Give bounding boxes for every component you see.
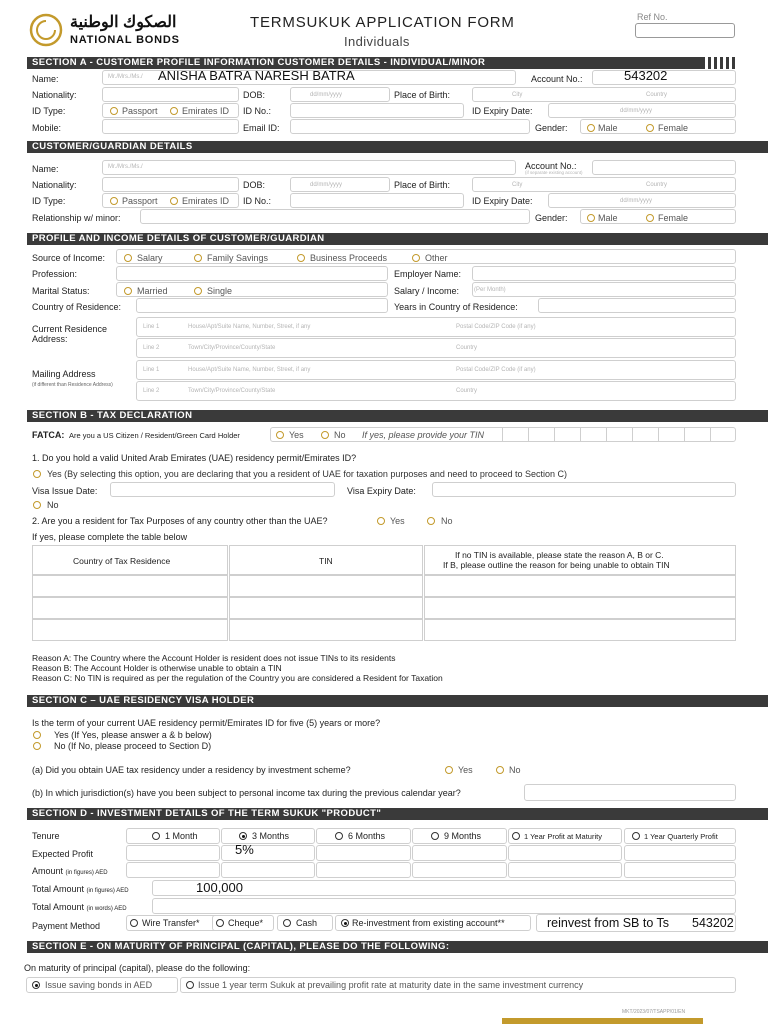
sec-c-qa-no-label: No [509,765,521,775]
dob-label: DOB: [243,90,266,100]
id-no-label: ID No.: [243,106,272,116]
total-words-label-text: Total Amount [32,902,85,912]
country-residence-label: Country of Residence: [32,302,122,312]
current-line1-tag: Line 1 [143,324,160,330]
amount-cell-3[interactable] [316,862,411,878]
reason-b: Reason B: The Account Holder is otherwise unable to obtain a TIN [32,663,282,673]
expected-profit-cell-1[interactable] [126,845,220,861]
salary-field[interactable] [472,282,736,297]
sec-e-opt2-radio[interactable] [186,981,194,989]
tenure-1month-label: 1 Month [165,831,198,841]
sec-e-opt1-label: Issue saving bonds in AED [45,980,153,990]
sec-c-qa: (a) Did you obtain UAE tax residency under a residency by investment scheme? [32,765,351,775]
employer-field[interactable] [472,266,736,281]
id-type-label: ID Type: [32,106,66,116]
tax-row-1-reason[interactable] [424,575,736,597]
email-field[interactable] [290,119,530,134]
section-a-header: SECTION A - CUSTOMER PROFILE INFORMATION CUSTOMER DETAILS - INDIVIDUAL/MINOR [27,57,733,69]
guardian-emirates-id-radio[interactable] [170,197,178,205]
amount-cell-5[interactable] [508,862,622,878]
expected-profit-cell-5[interactable] [508,845,622,861]
guardian-expiry-placeholder: dd/mm/yyyy [620,198,653,204]
guardian-gender-label: Gender: [535,213,568,223]
visa-expiry-label: Visa Expiry Date: [347,486,416,496]
guardian-name-placeholder: Mr./Mrs./Ms./ [108,164,143,170]
reason-a: Reason A: The Country where the Account Holder is resident does not issue TINs to its residents [32,653,396,663]
ref-no-field[interactable] [635,23,735,38]
reinvest-value: reinvest from SB to Ts [547,916,670,930]
sec-c-qa-no-radio[interactable] [496,766,504,774]
current-address-label: Current Residence Address: [32,324,108,344]
sec-c-qb: (b) In which jurisdiction(s) have you been subject to personal income tax during the previous calendar year? [32,788,461,798]
section-a-stripes [702,57,738,69]
sec-c-no-text: No (If No, please proceed to Section D) [54,741,212,751]
employer-label: Employer Name: [394,269,462,279]
name-placeholder: Mr./Mrs./Ms./ [108,74,143,80]
tax-row-2-tin[interactable] [229,597,423,619]
sec-e-intro: On maturity of principal (capital), please do the following: [24,963,251,973]
account-value: 543202 [624,68,668,83]
total-figures-label [32,884,129,894]
id-expiry-label: ID Expiry Date: [472,106,533,116]
expected-profit-cell-3[interactable] [316,845,411,861]
salary-label: Salary / Income: [394,286,460,296]
q2-yes-radio[interactable] [377,517,385,525]
guardian-male-radio[interactable] [587,214,595,222]
guardian-nationality-field[interactable] [102,177,239,192]
guardian-account-note: (if separate existing account) [525,170,583,175]
sec-c-question: Is the term of your current UAE residency permit/Emirates ID for five (5) years or more? [32,718,381,728]
current-line2-tag: Line 2 [143,345,160,351]
guardian-female-label: Female [658,213,689,223]
payment-cheque-label: Cheque* [228,918,264,928]
name-value: ANISHA BATRA NARESH BATRA [158,68,355,83]
years-residence-label: Years in Country of Residence: [394,302,518,312]
tax-col-reason-line1: If no TIN is available, please state the reason A, B or C. [455,550,664,560]
account-label: Account No.: [531,74,583,84]
tenure-3months-radio[interactable] [239,832,247,840]
source-business-label: Business Proceeds [310,253,388,263]
female-label: Female [658,123,689,133]
guardian-emirates-id-label: Emirates ID [182,196,230,206]
q2-text: 2. Are you a resident for Tax Purposes of any country other than the UAE? [32,516,328,526]
fatca-yes-radio[interactable] [276,431,284,439]
tenure-9months-label: 9 Months [444,831,482,841]
payment-reinvest-label: Re-investment from existing account** [352,918,505,928]
mailing-country-placeholder: Country [456,388,478,394]
total-words-label [32,902,127,912]
tax-col-reason-line2: If B, please outline the reason for being unable to obtain TIN [443,560,670,570]
male-radio[interactable] [587,124,595,132]
sec-c-qb-field[interactable] [524,784,736,801]
guardian-birth-label: Place of Birth: [394,180,451,190]
amount-cell-1[interactable] [126,862,220,878]
visa-issue-label: Visa Issue Date: [32,486,98,496]
married-label: Married [137,286,168,296]
mailing-line2-placeholder: Town/City/Province/County/State [188,388,276,394]
tenure-6months-radio[interactable] [335,832,343,840]
fatca-no-label: No [334,430,346,440]
mobile-field[interactable] [102,119,239,134]
source-other-label: Other [425,253,448,263]
sec-c-qa-yes-label: Yes [458,765,473,775]
expected-profit-cell-6[interactable] [624,845,736,861]
payment-cheque-radio[interactable] [216,919,224,927]
tenure-3months-label: 3 Months [252,831,290,841]
guardian-header: CUSTOMER/GUARDIAN DETAILS [27,141,768,153]
form-subtitle: Individuals [344,34,410,49]
visa-expiry-field[interactable] [432,482,736,497]
birth-country-placeholder: Country [646,92,668,98]
tenure-1year-quarterly-label: 1 Year Quarterly Profit [644,832,718,841]
visa-issue-field[interactable] [110,482,335,497]
single-radio[interactable] [194,287,202,295]
guardian-id-type-label: ID Type: [32,196,66,206]
source-family-savings-radio[interactable] [194,254,202,262]
q2-yes-label: Yes [390,516,405,526]
fatca-question: Are you a US Citizen / Resident/Green Card Holder [69,431,240,440]
id-expiry-placeholder: dd/mm/yyyy [620,108,653,114]
tax-col-tin: TIN [319,556,333,566]
tax-row-1-country[interactable] [32,575,228,597]
source-family-savings-label: Family Savings [207,253,269,263]
source-business-radio[interactable] [297,254,305,262]
guardian-passport-radio[interactable] [110,197,118,205]
passport-label: Passport [122,106,158,116]
source-salary-radio[interactable] [124,254,132,262]
section-b-header: SECTION B - TAX DECLARATION [27,410,768,422]
payment-wire-label: Wire Transfer* [142,918,200,928]
fatca-yes-label: Yes [289,430,304,440]
male-label: Male [598,123,618,133]
q1-no-label: No [47,500,59,510]
tenure-1year-maturity-radio[interactable] [512,832,520,840]
birth-label: Place of Birth: [394,90,451,100]
guardian-dob-label: DOB: [243,180,266,190]
relationship-label: Relationship w/ minor: [32,213,121,223]
sec-c-no-radio[interactable] [33,742,41,750]
guardian-name-field[interactable] [102,160,516,175]
name-label: Name: [32,74,59,84]
tax-row-3-tin[interactable] [229,619,423,641]
reason-c: Reason C: No TIN is required as per the regulation of the Country you are considered a Resident for Taxation [32,673,443,683]
id-no-field[interactable] [290,103,464,118]
mailing-line2-tag: Line 2 [143,388,160,394]
passport-radio[interactable] [110,107,118,115]
guardian-dob-placeholder: dd/mm/yyyy [310,182,343,188]
national-bonds-logo [28,12,188,48]
tenure-1month-radio[interactable] [152,832,160,840]
total-figures-note: (in figures) AED [86,888,129,894]
source-salary-label: Salary [137,253,163,263]
tax-row-2-country[interactable] [32,597,228,619]
tax-col-country: Country of Tax Residence [73,556,171,566]
sec-c-qa-yes-radio[interactable] [445,766,453,774]
expected-profit-cell-4[interactable] [412,845,507,861]
salary-note: (Per Month) [474,287,506,293]
q1-no-radio[interactable] [33,501,41,509]
payment-cash-label: Cash [296,918,318,928]
logo-emblem-icon [28,12,64,48]
country-residence-field[interactable] [136,298,388,313]
payment-reinvest-radio[interactable] [341,919,349,927]
total-words-note: (in words) AED [86,906,127,912]
amount-label [32,866,108,876]
guardian-name-label: Name: [32,164,59,174]
profession-label: Profession: [32,269,78,279]
logo-arabic: الصكوك الوطنية [70,14,177,31]
sec-c-yes-radio[interactable] [33,731,41,739]
guardian-male-label: Male [598,213,618,223]
current-line1-placeholder: House/Apt/Suite Name, Number, Street, if any [188,324,311,330]
source-income-label: Source of Income: [32,253,106,263]
guardian-female-radio[interactable] [646,214,654,222]
current-country-placeholder: Country [456,345,478,351]
sec-e-opt1-radio[interactable] [32,981,40,989]
expected-profit-label: Expected Profit [32,849,94,859]
profession-field[interactable] [116,266,388,281]
fatca-tin-prompt: If yes, please provide your TIN [362,430,485,440]
guardian-nationality-label: Nationality: [32,180,77,190]
mailing-address-note: (if different than Residence Address) [32,382,113,388]
mailing-address-label: Mailing Address [32,369,96,379]
nationality-field[interactable] [102,87,239,102]
guardian-expiry-label: ID Expiry Date: [472,196,533,206]
fatca-tin-boxes[interactable] [502,427,736,442]
q1-yes-text: Yes (By selecting this option, you are declaring that you a resident of UAE for taxation purposes and need to proceed to Section C) [47,469,567,479]
amount-cell-2[interactable] [221,862,315,878]
amount-label-text: Amount [32,866,64,876]
q2-no-label: No [441,516,453,526]
tax-row-3-reason[interactable] [424,619,736,641]
profile-header: PROFILE AND INCOME DETAILS OF CUSTOMER/GUARDIAN [27,233,768,245]
reinvest-account: 543202 [692,916,734,930]
guardian-id-no-label: ID No.: [243,196,272,206]
section-d-header: SECTION D - INVESTMENT DETAILS OF THE TERM SUKUK "PRODUCT" [27,808,768,820]
q1-yes-radio[interactable] [33,470,41,478]
total-figures-value: 100,000 [196,880,243,895]
emirates-id-radio[interactable] [170,107,178,115]
guardian-city-placeholder: City [512,182,523,188]
mailing-line1-tag: Line 1 [143,367,160,373]
payment-method-label: Payment Method [32,921,101,931]
guardian-country-placeholder: Country [646,182,668,188]
fatca-no-radio[interactable] [321,431,329,439]
tenure-1year-maturity-label: 1 Year Profit at Maturity [524,832,602,841]
emirates-id-label: Emirates ID [182,106,230,116]
current-line2-placeholder: Town/City/Province/County/State [188,345,276,351]
single-label: Single [207,286,233,296]
current-postal-placeholder: Postal Code/ZIP Code (if any) [456,324,536,330]
email-label: Email ID: [243,123,280,133]
guardian-account-field[interactable] [592,160,736,175]
nationality-label: Nationality: [32,90,77,100]
tenure-label: Tenure [32,831,60,841]
gender-label: Gender: [535,123,568,133]
dob-placeholder: dd/mm/yyyy [310,92,343,98]
source-other-radio[interactable] [412,254,420,262]
amount-note: (in figures) AED [65,870,108,876]
expected-profit-value: 5% [235,842,254,857]
marital-label: Marital Status: [32,286,90,296]
married-radio[interactable] [124,287,132,295]
tax-row-2-reason[interactable] [424,597,736,619]
mobile-label: Mobile: [32,123,62,133]
ref-label: Ref No. [637,12,668,22]
guardian-passport-label: Passport [122,196,158,206]
total-figures-label-text: Total Amount [32,884,85,894]
tax-row-3-country[interactable] [32,619,228,641]
amount-cell-4[interactable] [412,862,507,878]
section-e-header: SECTION E - ON MATURITY OF PRINCIPAL (CAPITAL), PLEASE DO THE FOLLOWING: [27,941,768,953]
q2-no-radio[interactable] [427,517,435,525]
female-radio[interactable] [646,124,654,132]
footer-code: MKT/2023/07/TSAPP/01/EN [622,1009,686,1015]
birth-city-placeholder: City [512,92,523,98]
tenure-6months-label: 6 Months [348,831,386,841]
amount-cell-6[interactable] [624,862,736,878]
logo-english: NATIONAL BONDS [70,34,180,46]
years-residence-field[interactable] [538,298,736,313]
mailing-line1-placeholder: House/Apt/Suite Name, Number, Street, if any [188,367,311,373]
q2-note: If yes, please complete the table below [32,532,188,542]
sec-c-yes-text: Yes (If Yes, please answer a & b below) [54,730,212,740]
guardian-account-label: Account No.: [525,161,577,171]
tenure-1year-quarterly-radio[interactable] [632,832,640,840]
relationship-field[interactable] [140,209,530,224]
tenure-9months-radio[interactable] [431,832,439,840]
fatca-label: FATCA: [32,430,65,440]
mailing-postal-placeholder: Postal Code/ZIP Code (if any) [456,367,536,373]
footer-gold-bar [502,1018,703,1024]
q1-text: 1. Do you hold a valid United Arab Emirates (UAE) residency permit/Emirates ID? [32,453,357,463]
sec-e-opt2-label: Issue 1 year term Sukuk at prevailing profit rate at maturity date in the same investment currency [198,980,584,990]
section-c-header: SECTION C – UAE RESIDENCY VISA HOLDER [27,695,768,707]
form-title: TERMSUKUK APPLICATION FORM [250,14,515,31]
payment-cash-radio[interactable] [283,919,291,927]
total-words-field[interactable] [152,898,736,914]
guardian-id-no-field[interactable] [290,193,464,208]
tax-row-1-tin[interactable] [229,575,423,597]
payment-wire-radio[interactable] [130,919,138,927]
